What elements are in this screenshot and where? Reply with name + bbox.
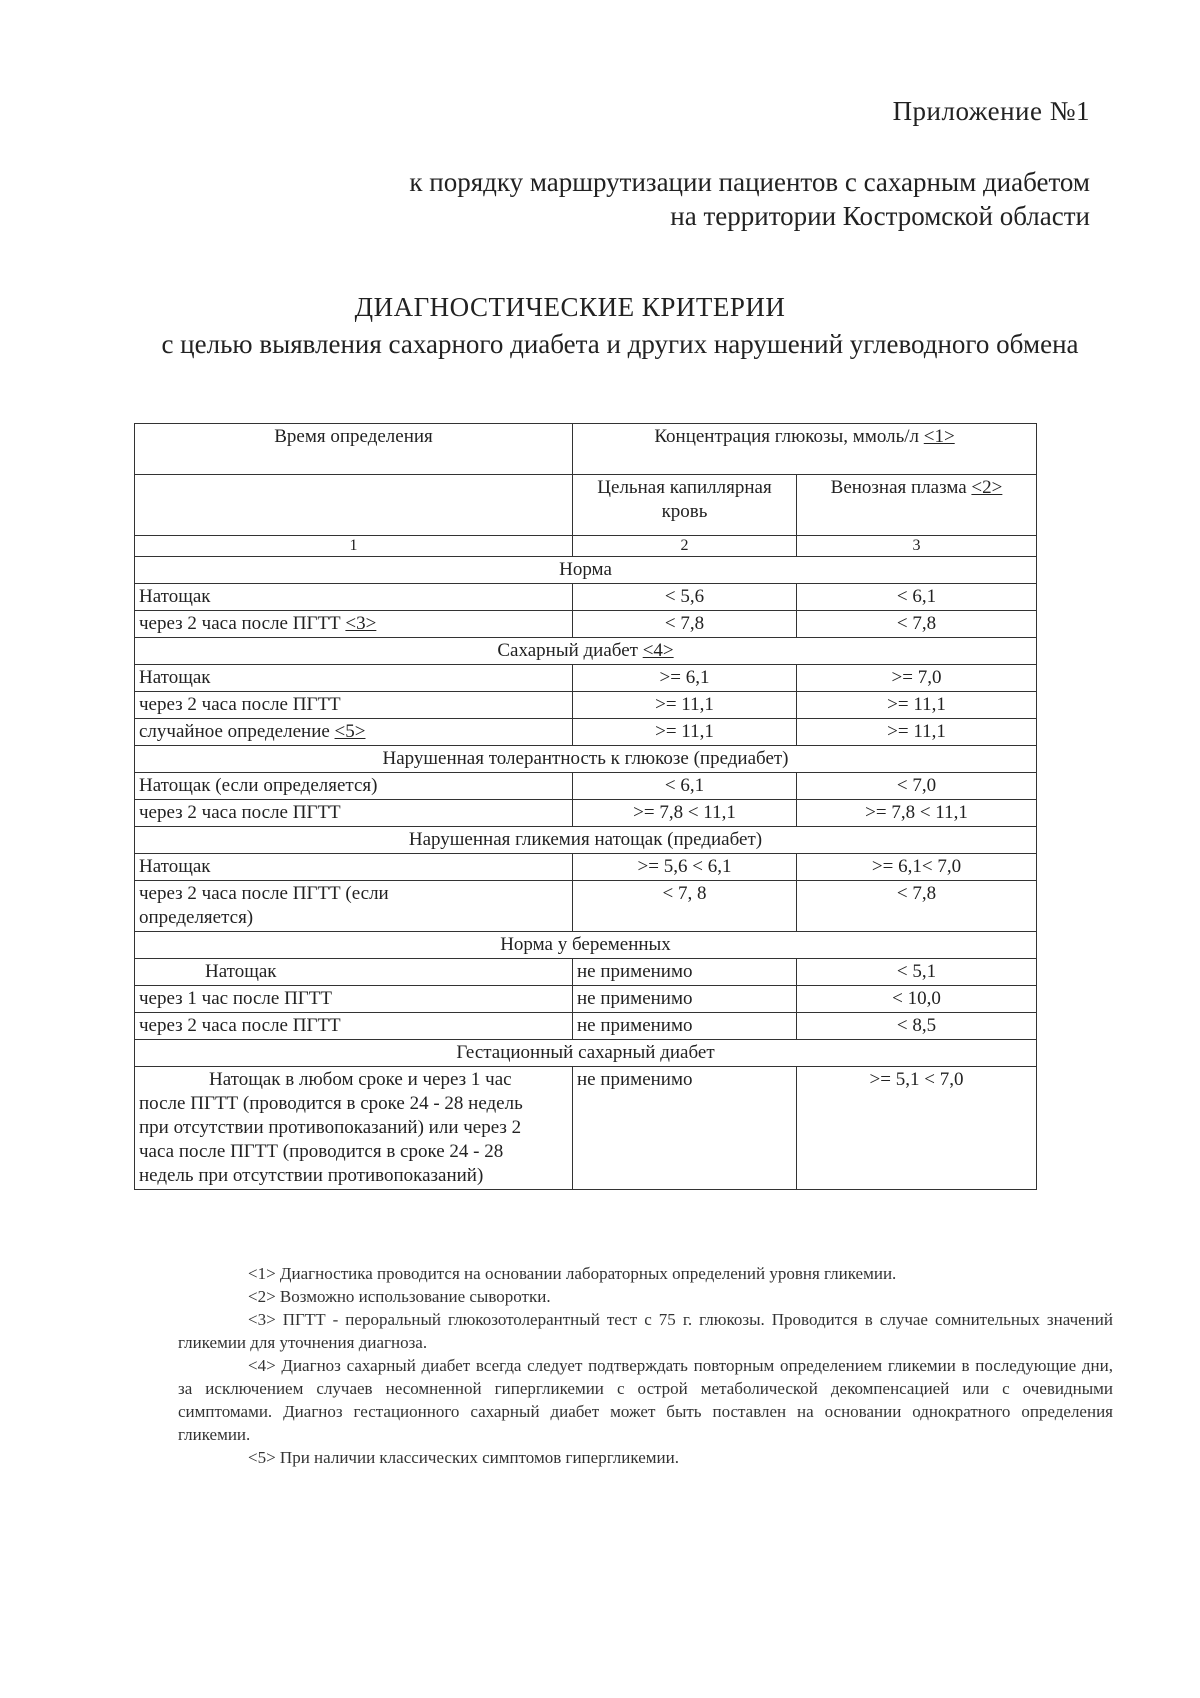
table-row bbox=[135, 719, 1037, 746]
table-row bbox=[135, 881, 1037, 932]
section-row bbox=[135, 932, 1037, 959]
venous-value: < 10,0 bbox=[797, 986, 1037, 1013]
section-pregnant: Норма у беременных bbox=[135, 932, 1037, 959]
footnote-ref-4: <4> bbox=[642, 640, 674, 661]
capillary-value: >= 11,1 bbox=[573, 719, 797, 746]
capillary-value: >= 5,6 < 6,1 bbox=[573, 854, 797, 881]
section-igt: Нарушенная толерантность к глюкозе (предиабет) bbox=[135, 746, 1037, 773]
appendix-reference-line-1: к порядку маршрутизации пациентов с сахарным диабетом bbox=[409, 167, 1090, 197]
header-time: Время определения bbox=[135, 424, 573, 475]
appendix-reference bbox=[370, 165, 1090, 233]
footnote-ref-1: <1> bbox=[923, 426, 955, 447]
table-row bbox=[135, 1013, 1037, 1040]
criteria-table bbox=[134, 423, 1037, 1190]
capillary-value: >= 6,1 bbox=[573, 665, 797, 692]
column-number-3: 3 bbox=[797, 536, 1037, 557]
header-concentration-label: Концентрация глюкозы, ммоль/л bbox=[654, 426, 920, 447]
row-label: через 2 часа после ПГТТ bbox=[135, 692, 573, 719]
table-row bbox=[135, 773, 1037, 800]
row-label bbox=[135, 719, 573, 746]
row-label: через 2 часа после ПГТТ bbox=[135, 1013, 573, 1040]
row-label: Натощак (если определяется) bbox=[135, 773, 573, 800]
column-number-row bbox=[135, 536, 1037, 557]
footnote-1: <1> Диагностика проводится на основании лабораторных определений уровня гликемии. bbox=[248, 1264, 897, 1283]
header-venous bbox=[797, 475, 1037, 536]
table-subheader-row bbox=[135, 475, 1037, 536]
footnote-ref-2: <2> bbox=[971, 477, 1003, 498]
table-row bbox=[135, 854, 1037, 881]
capillary-value: < 5,6 bbox=[573, 584, 797, 611]
section-row bbox=[135, 557, 1037, 584]
row-label: Натощак bbox=[135, 854, 573, 881]
row-label-text: случайное определение bbox=[139, 721, 330, 742]
section-ifg: Нарушенная гликемия натощак (предиабет) bbox=[135, 827, 1037, 854]
footnote-ref-3: <3> bbox=[345, 613, 377, 634]
footnote-5: <5> При наличии классических симптомов гипергликемии. bbox=[248, 1448, 679, 1467]
document-title: ДИАГНОСТИЧЕСКИЕ КРИТЕРИИ bbox=[354, 292, 786, 322]
venous-value: >= 5,1 < 7,0 bbox=[797, 1067, 1037, 1190]
venous-value: < 7,8 bbox=[797, 881, 1037, 932]
footnote-2: <2> Возможно использование сыворотки. bbox=[248, 1287, 551, 1306]
column-number-2: 2 bbox=[573, 536, 797, 557]
table-row bbox=[135, 665, 1037, 692]
venous-value: < 8,5 bbox=[797, 1013, 1037, 1040]
venous-value: >= 7,0 bbox=[797, 665, 1037, 692]
footnotes bbox=[178, 1262, 1113, 1469]
capillary-value: < 7,8 bbox=[573, 611, 797, 638]
capillary-value: < 6,1 bbox=[573, 773, 797, 800]
column-number-1: 1 bbox=[135, 536, 573, 557]
capillary-value: не применимо bbox=[573, 1067, 797, 1190]
footnote-ref-5: <5> bbox=[334, 721, 366, 742]
venous-value: >= 7,8 < 11,1 bbox=[797, 800, 1037, 827]
capillary-value: >= 7,8 < 11,1 bbox=[573, 800, 797, 827]
row-label: через 2 часа после ПГТТ bbox=[135, 800, 573, 827]
table-row bbox=[135, 959, 1037, 986]
section-row bbox=[135, 827, 1037, 854]
venous-value: >= 11,1 bbox=[797, 719, 1037, 746]
table-header-row bbox=[135, 424, 1037, 475]
row-label: через 2 часа после ПГТТ (если определяется) bbox=[135, 881, 573, 932]
table-row bbox=[135, 692, 1037, 719]
capillary-value: < 7, 8 bbox=[573, 881, 797, 932]
appendix-reference-line-2: на территории Костромской области bbox=[670, 201, 1090, 231]
document-subtitle: с целью выявления сахарного диабета и других нарушений углеводного обмена bbox=[161, 329, 1079, 359]
table-row bbox=[135, 800, 1037, 827]
table-row bbox=[135, 1067, 1037, 1190]
table-row bbox=[135, 584, 1037, 611]
appendix-number: Приложение №1 bbox=[892, 96, 1090, 126]
header-venous-label: Венозная плазма bbox=[830, 477, 967, 498]
row-label bbox=[135, 611, 573, 638]
venous-value: < 7,8 bbox=[797, 611, 1037, 638]
capillary-value: >= 11,1 bbox=[573, 692, 797, 719]
section-row bbox=[135, 638, 1037, 665]
row-label: Натощак bbox=[135, 584, 573, 611]
footnote-3: <3> ПГТТ - пероральный глюкозотолерантный тест с 75 г. глюкозы. Проводится в случае сомнительных значений гликемии для уточнения диагноза. bbox=[178, 1310, 1113, 1352]
row-label-text: через 2 часа после ПГТТ bbox=[139, 613, 341, 634]
capillary-value: не применимо bbox=[573, 959, 797, 986]
row-label: Натощак bbox=[135, 665, 573, 692]
venous-value: < 7,0 bbox=[797, 773, 1037, 800]
row-label: через 1 час после ПГТТ bbox=[135, 986, 573, 1013]
venous-value: < 5,1 bbox=[797, 959, 1037, 986]
venous-value: >= 11,1 bbox=[797, 692, 1037, 719]
capillary-value: не применимо bbox=[573, 1013, 797, 1040]
header-capillary: Цельная капиллярная кровь bbox=[573, 475, 797, 536]
section-diabetes bbox=[135, 638, 1037, 665]
section-norm: Норма bbox=[135, 557, 1037, 584]
table-row bbox=[135, 611, 1037, 638]
capillary-value: не применимо bbox=[573, 986, 797, 1013]
section-diabetes-label: Сахарный диабет bbox=[497, 640, 638, 661]
venous-value: < 6,1 bbox=[797, 584, 1037, 611]
footnote-4: <4> Диагноз сахарный диабет всегда следует подтверждать повторным определением гликемии в последующие дни, за исключением случаев несомненной гипергликемии с острой метаболической декомпенсацией или с очевидными симптомами. Диагноз гестационного сахарный диабет может быть поставлен на основании однократного определения гликемии. bbox=[178, 1356, 1113, 1444]
section-row bbox=[135, 746, 1037, 773]
row-label: Натощак в любом сроке и через 1 час после ПГТТ (проводится в сроке 24 - 28 недель при отсутствии противопоказаний) или через 2 часа после ПГТТ (проводится в сроке 24 - 28 недель при отсутствии противопоказаний) bbox=[135, 1067, 573, 1190]
header-time-empty bbox=[135, 475, 573, 536]
header-concentration bbox=[573, 424, 1037, 475]
section-gdm: Гестационный сахарный диабет bbox=[135, 1040, 1037, 1067]
section-row bbox=[135, 1040, 1037, 1067]
table-row bbox=[135, 986, 1037, 1013]
venous-value: >= 6,1< 7,0 bbox=[797, 854, 1037, 881]
row-label: Натощак bbox=[135, 959, 573, 986]
